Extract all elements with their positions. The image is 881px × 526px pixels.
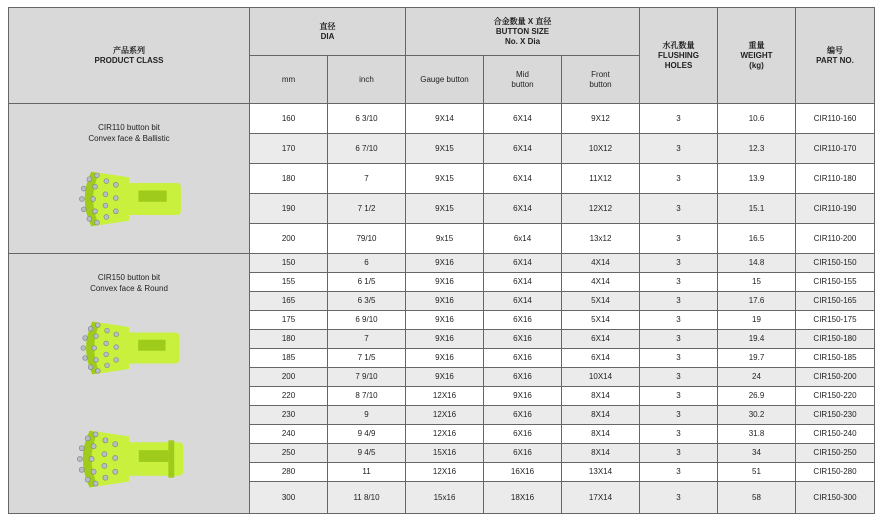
table-row — [9, 104, 875, 134]
cell-part: CIR110-180 — [796, 164, 875, 194]
cell-front: 10X14 — [562, 368, 640, 387]
cell-front: 12X12 — [562, 194, 640, 224]
header-product-class: 产品系列 PRODUCT CLASS — [9, 8, 250, 104]
cell-holes: 3 — [640, 254, 718, 273]
cell-mm: 180 — [250, 330, 328, 349]
cell-weight: 31.8 — [718, 425, 796, 444]
cell-mm: 160 — [250, 104, 328, 134]
cell-front: 6X14 — [562, 330, 640, 349]
cell-holes: 3 — [640, 444, 718, 463]
cell-front: 9X12 — [562, 104, 640, 134]
cell-holes: 3 — [640, 164, 718, 194]
cell-gauge: 15x16 — [406, 482, 484, 514]
cell-part: CIR150-175 — [796, 311, 875, 330]
cell-inch: 6 3/5 — [328, 292, 406, 311]
cell-inch: 9 4/9 — [328, 425, 406, 444]
cell-inch: 9 4/5 — [328, 444, 406, 463]
cell-weight: 30.2 — [718, 406, 796, 425]
cell-mid: 6X14 — [484, 194, 562, 224]
product-table — [8, 7, 875, 514]
cell-mm: 180 — [250, 164, 328, 194]
cell-front: 13X14 — [562, 463, 640, 482]
cell-holes: 3 — [640, 292, 718, 311]
cell-holes: 3 — [640, 273, 718, 292]
cell-holes: 3 — [640, 425, 718, 444]
cell-holes: 3 — [640, 224, 718, 254]
cell-front: 8X14 — [562, 444, 640, 463]
cell-gauge: 9x15 — [406, 224, 484, 254]
cell-front: 6X14 — [562, 349, 640, 368]
cell-front: 4X14 — [562, 273, 640, 292]
cell-part: CIR150-185 — [796, 349, 875, 368]
cell-weight: 19.7 — [718, 349, 796, 368]
cell-mm: 165 — [250, 292, 328, 311]
cell-front: 11X12 — [562, 164, 640, 194]
cell-mm: 250 — [250, 444, 328, 463]
cell-part: CIR150-280 — [796, 463, 875, 482]
cell-mm: 150 — [250, 254, 328, 273]
cell-mm: 175 — [250, 311, 328, 330]
cell-gauge: 9X16 — [406, 349, 484, 368]
cell-gauge: 9X16 — [406, 273, 484, 292]
cell-mid: 16X16 — [484, 463, 562, 482]
cell-mid: 6X16 — [484, 311, 562, 330]
cell-mid: 6X16 — [484, 349, 562, 368]
cell-mid: 9X16 — [484, 387, 562, 406]
cell-mm: 170 — [250, 134, 328, 164]
cell-part: CIR110-200 — [796, 224, 875, 254]
cell-gauge: 12X16 — [406, 425, 484, 444]
cell-gauge: 9X14 — [406, 104, 484, 134]
header-mid-button: Mid button — [484, 56, 562, 104]
cell-inch: 6 1/5 — [328, 273, 406, 292]
cell-holes: 3 — [640, 387, 718, 406]
cell-inch: 9 — [328, 406, 406, 425]
cell-part: CIR110-170 — [796, 134, 875, 164]
cell-weight: 16.5 — [718, 224, 796, 254]
cell-holes: 3 — [640, 406, 718, 425]
cell-holes: 3 — [640, 104, 718, 134]
cell-gauge: 12X16 — [406, 406, 484, 425]
cell-holes: 3 — [640, 368, 718, 387]
cell-inch: 6 3/10 — [328, 104, 406, 134]
cell-gauge: 12X16 — [406, 463, 484, 482]
cell-part: CIR150-250 — [796, 444, 875, 463]
cell-mm: 200 — [250, 368, 328, 387]
product-class-cell — [9, 254, 250, 514]
header-part-no: 编号 PART NO. — [796, 8, 875, 104]
cell-holes: 3 — [640, 482, 718, 514]
cell-inch: 7 — [328, 164, 406, 194]
cell-mid: 18X16 — [484, 482, 562, 514]
cell-front: 8X14 — [562, 406, 640, 425]
cell-inch: 6 9/10 — [328, 311, 406, 330]
product-class-cell — [9, 104, 250, 254]
cell-inch: 7 1/5 — [328, 349, 406, 368]
cell-front: 8X14 — [562, 425, 640, 444]
table-row — [9, 254, 875, 273]
cell-gauge: 9X16 — [406, 311, 484, 330]
cell-inch: 11 — [328, 463, 406, 482]
header-weight: 重量 WEIGHT (kg) — [718, 8, 796, 104]
cell-part: CIR110-190 — [796, 194, 875, 224]
cell-weight: 10.6 — [718, 104, 796, 134]
product-class-name: CIR150 button bit Convex face & Round — [90, 273, 168, 293]
cell-weight: 58 — [718, 482, 796, 514]
cell-weight: 12.3 — [718, 134, 796, 164]
header-dia: 直径 DIA — [250, 8, 406, 56]
header-flushing-holes: 水孔数量 FLUSHING HOLES — [640, 8, 718, 104]
cell-mm: 280 — [250, 463, 328, 482]
table-body — [9, 104, 875, 514]
cell-weight: 14.8 — [718, 254, 796, 273]
cell-mm: 185 — [250, 349, 328, 368]
cell-weight: 15 — [718, 273, 796, 292]
product-class-name: CIR110 button bit Convex face & Ballistic — [88, 123, 170, 143]
cell-weight: 51 — [718, 463, 796, 482]
cell-front: 4X14 — [562, 254, 640, 273]
cell-gauge: 9X16 — [406, 368, 484, 387]
cell-weight: 13.9 — [718, 164, 796, 194]
header-mm: mm — [250, 56, 328, 104]
cell-inch: 11 8/10 — [328, 482, 406, 514]
cell-weight: 26.9 — [718, 387, 796, 406]
cell-mm: 230 — [250, 406, 328, 425]
cell-front: 5X14 — [562, 311, 640, 330]
cell-holes: 3 — [640, 311, 718, 330]
cell-part: CIR150-220 — [796, 387, 875, 406]
cell-mm: 240 — [250, 425, 328, 444]
cell-mm: 220 — [250, 387, 328, 406]
cell-part: CIR150-200 — [796, 368, 875, 387]
cell-holes: 3 — [640, 194, 718, 224]
header-inch: inch — [328, 56, 406, 104]
cell-gauge: 9X16 — [406, 292, 484, 311]
cell-inch: 7 — [328, 330, 406, 349]
cell-part: CIR150-150 — [796, 254, 875, 273]
cell-mm: 300 — [250, 482, 328, 514]
cell-mid: 6X14 — [484, 134, 562, 164]
cell-mid: 6X16 — [484, 330, 562, 349]
cell-part: CIR150-300 — [796, 482, 875, 514]
cell-mid: 6X14 — [484, 292, 562, 311]
cell-part: CIR150-155 — [796, 273, 875, 292]
cell-gauge: 9X16 — [406, 254, 484, 273]
cell-mid: 6x14 — [484, 224, 562, 254]
cell-holes: 3 — [640, 463, 718, 482]
cell-part: CIR150-165 — [796, 292, 875, 311]
cell-mid: 6X16 — [484, 368, 562, 387]
cell-weight: 34 — [718, 444, 796, 463]
cell-inch: 6 — [328, 254, 406, 273]
cell-inch: 7 9/10 — [328, 368, 406, 387]
cell-mm: 200 — [250, 224, 328, 254]
cell-holes: 3 — [640, 330, 718, 349]
button-bit-image — [70, 424, 188, 494]
cell-gauge: 9X15 — [406, 134, 484, 164]
cell-mid: 6X14 — [484, 164, 562, 194]
cell-weight: 19 — [718, 311, 796, 330]
cell-holes: 3 — [640, 134, 718, 164]
cell-mid: 6X14 — [484, 273, 562, 292]
cell-gauge: 12X16 — [406, 387, 484, 406]
cell-front: 13x12 — [562, 224, 640, 254]
header-button-size: 合金数量 X 直径 BUTTON SIZE No. X Dia — [406, 8, 640, 56]
cell-mm: 155 — [250, 273, 328, 292]
cell-holes: 3 — [640, 349, 718, 368]
cell-gauge: 9X16 — [406, 330, 484, 349]
header-gauge-button: Gauge button — [406, 56, 484, 104]
cell-part: CIR110-160 — [796, 104, 875, 134]
cell-inch: 8 7/10 — [328, 387, 406, 406]
cell-mid: 6X16 — [484, 425, 562, 444]
cell-mid: 6X16 — [484, 444, 562, 463]
cell-inch: 7 1/2 — [328, 194, 406, 224]
cell-part: CIR150-230 — [796, 406, 875, 425]
cell-inch: 6 7/10 — [328, 134, 406, 164]
cell-gauge: 15X16 — [406, 444, 484, 463]
cell-weight: 19.4 — [718, 330, 796, 349]
cell-weight: 15.1 — [718, 194, 796, 224]
cell-mm: 190 — [250, 194, 328, 224]
cell-inch: 79/10 — [328, 224, 406, 254]
header-front-button: Front button — [562, 56, 640, 104]
cell-front: 8X14 — [562, 387, 640, 406]
cell-gauge: 9X15 — [406, 164, 484, 194]
cell-gauge: 9X15 — [406, 194, 484, 224]
cell-front: 17X14 — [562, 482, 640, 514]
cell-part: CIR150-180 — [796, 330, 875, 349]
cell-part: CIR150-240 — [796, 425, 875, 444]
button-bit-image — [73, 316, 185, 380]
cell-weight: 17.6 — [718, 292, 796, 311]
cell-mid: 6X14 — [484, 254, 562, 273]
cell-weight: 24 — [718, 368, 796, 387]
cell-front: 10X12 — [562, 134, 640, 164]
cell-front: 5X14 — [562, 292, 640, 311]
cell-mid: 6X16 — [484, 406, 562, 425]
cell-mid: 6X14 — [484, 104, 562, 134]
button-bit-image — [70, 166, 188, 232]
